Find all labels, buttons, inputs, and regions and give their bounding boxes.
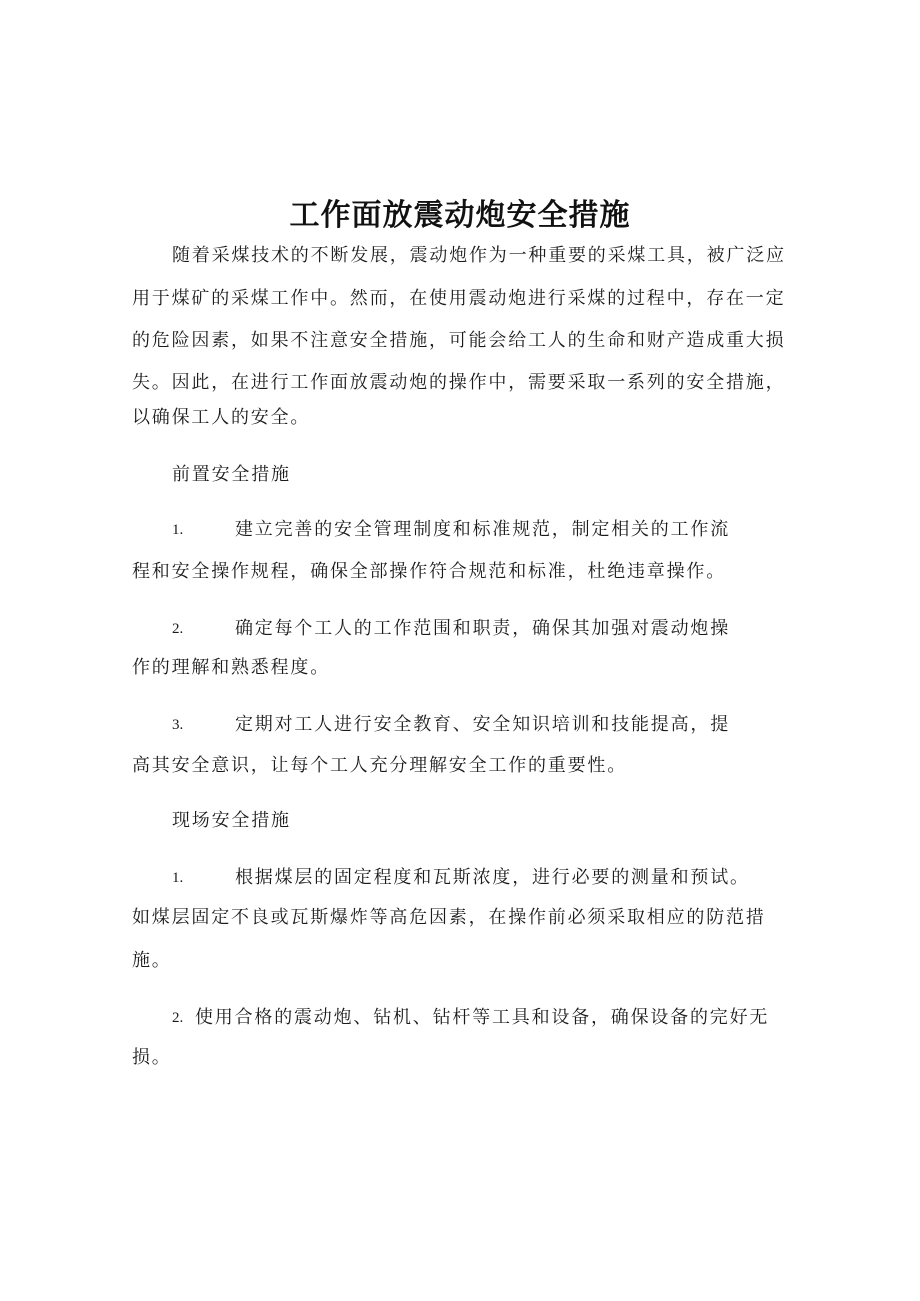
list-item-number: 1. — [172, 522, 184, 538]
list-item-line: 建立完善的安全管理制度和标准规范，制定相关的工作流 — [235, 519, 730, 540]
intro-line: 以确保工人的安全。 — [132, 407, 311, 428]
list-item-number: 2. — [172, 621, 184, 637]
page-title: 工作面放震动炮安全措施 — [289, 198, 631, 233]
list-item-number: 3. — [172, 717, 184, 733]
list-item-line: 作的理解和熟悉程度。 — [132, 657, 330, 678]
list-item-line: 根据煤层的固定程度和瓦斯浓度，进行必要的测量和预试。 — [235, 867, 750, 888]
list-item-number: 1. — [172, 870, 184, 886]
intro-line: 的危险因素，如果不注意安全措施，可能会给工人的生命和财产造成重大损 — [132, 330, 786, 351]
list-item-line: 使用合格的震动炮、钻机、钻杆等工具和设备，确保设备的完好无 — [195, 1007, 770, 1028]
list-item-line: 确定每个工人的工作范围和职责，确保其加强对震动炮操 — [235, 618, 730, 639]
list-item-line: 程和安全操作规程，确保全部操作符合规范和标准，杜绝违章操作。 — [132, 561, 726, 582]
intro-line: 随着采煤技术的不断发展，震动炮作为一种重要的采煤工具，被广泛应 — [172, 245, 786, 266]
list-item-line: 损。 — [132, 1047, 172, 1068]
list-item-line: 如煤层固定不良或瓦斯爆炸等高危因素，在操作前必须采取相应的防范措 — [132, 907, 766, 928]
list-item-number: 2. — [172, 1010, 184, 1026]
list-item-line: 高其安全意识，让每个工人充分理解安全工作的重要性。 — [132, 755, 627, 776]
intro-line: 用于煤矿的采煤工作中。然而，在使用震动炮进行采煤的过程中，存在一定 — [132, 288, 786, 309]
list-item-line: 施。 — [132, 950, 172, 971]
section-heading: 前置安全措施 — [172, 464, 291, 485]
list-item-line: 定期对工人进行安全教育、安全知识培训和技能提高，提 — [235, 714, 730, 735]
intro-line: 失。因此，在进行工作面放震动炮的操作中，需要采取一系列的安全措施， — [132, 372, 786, 393]
section-heading: 现场安全措施 — [172, 810, 291, 831]
